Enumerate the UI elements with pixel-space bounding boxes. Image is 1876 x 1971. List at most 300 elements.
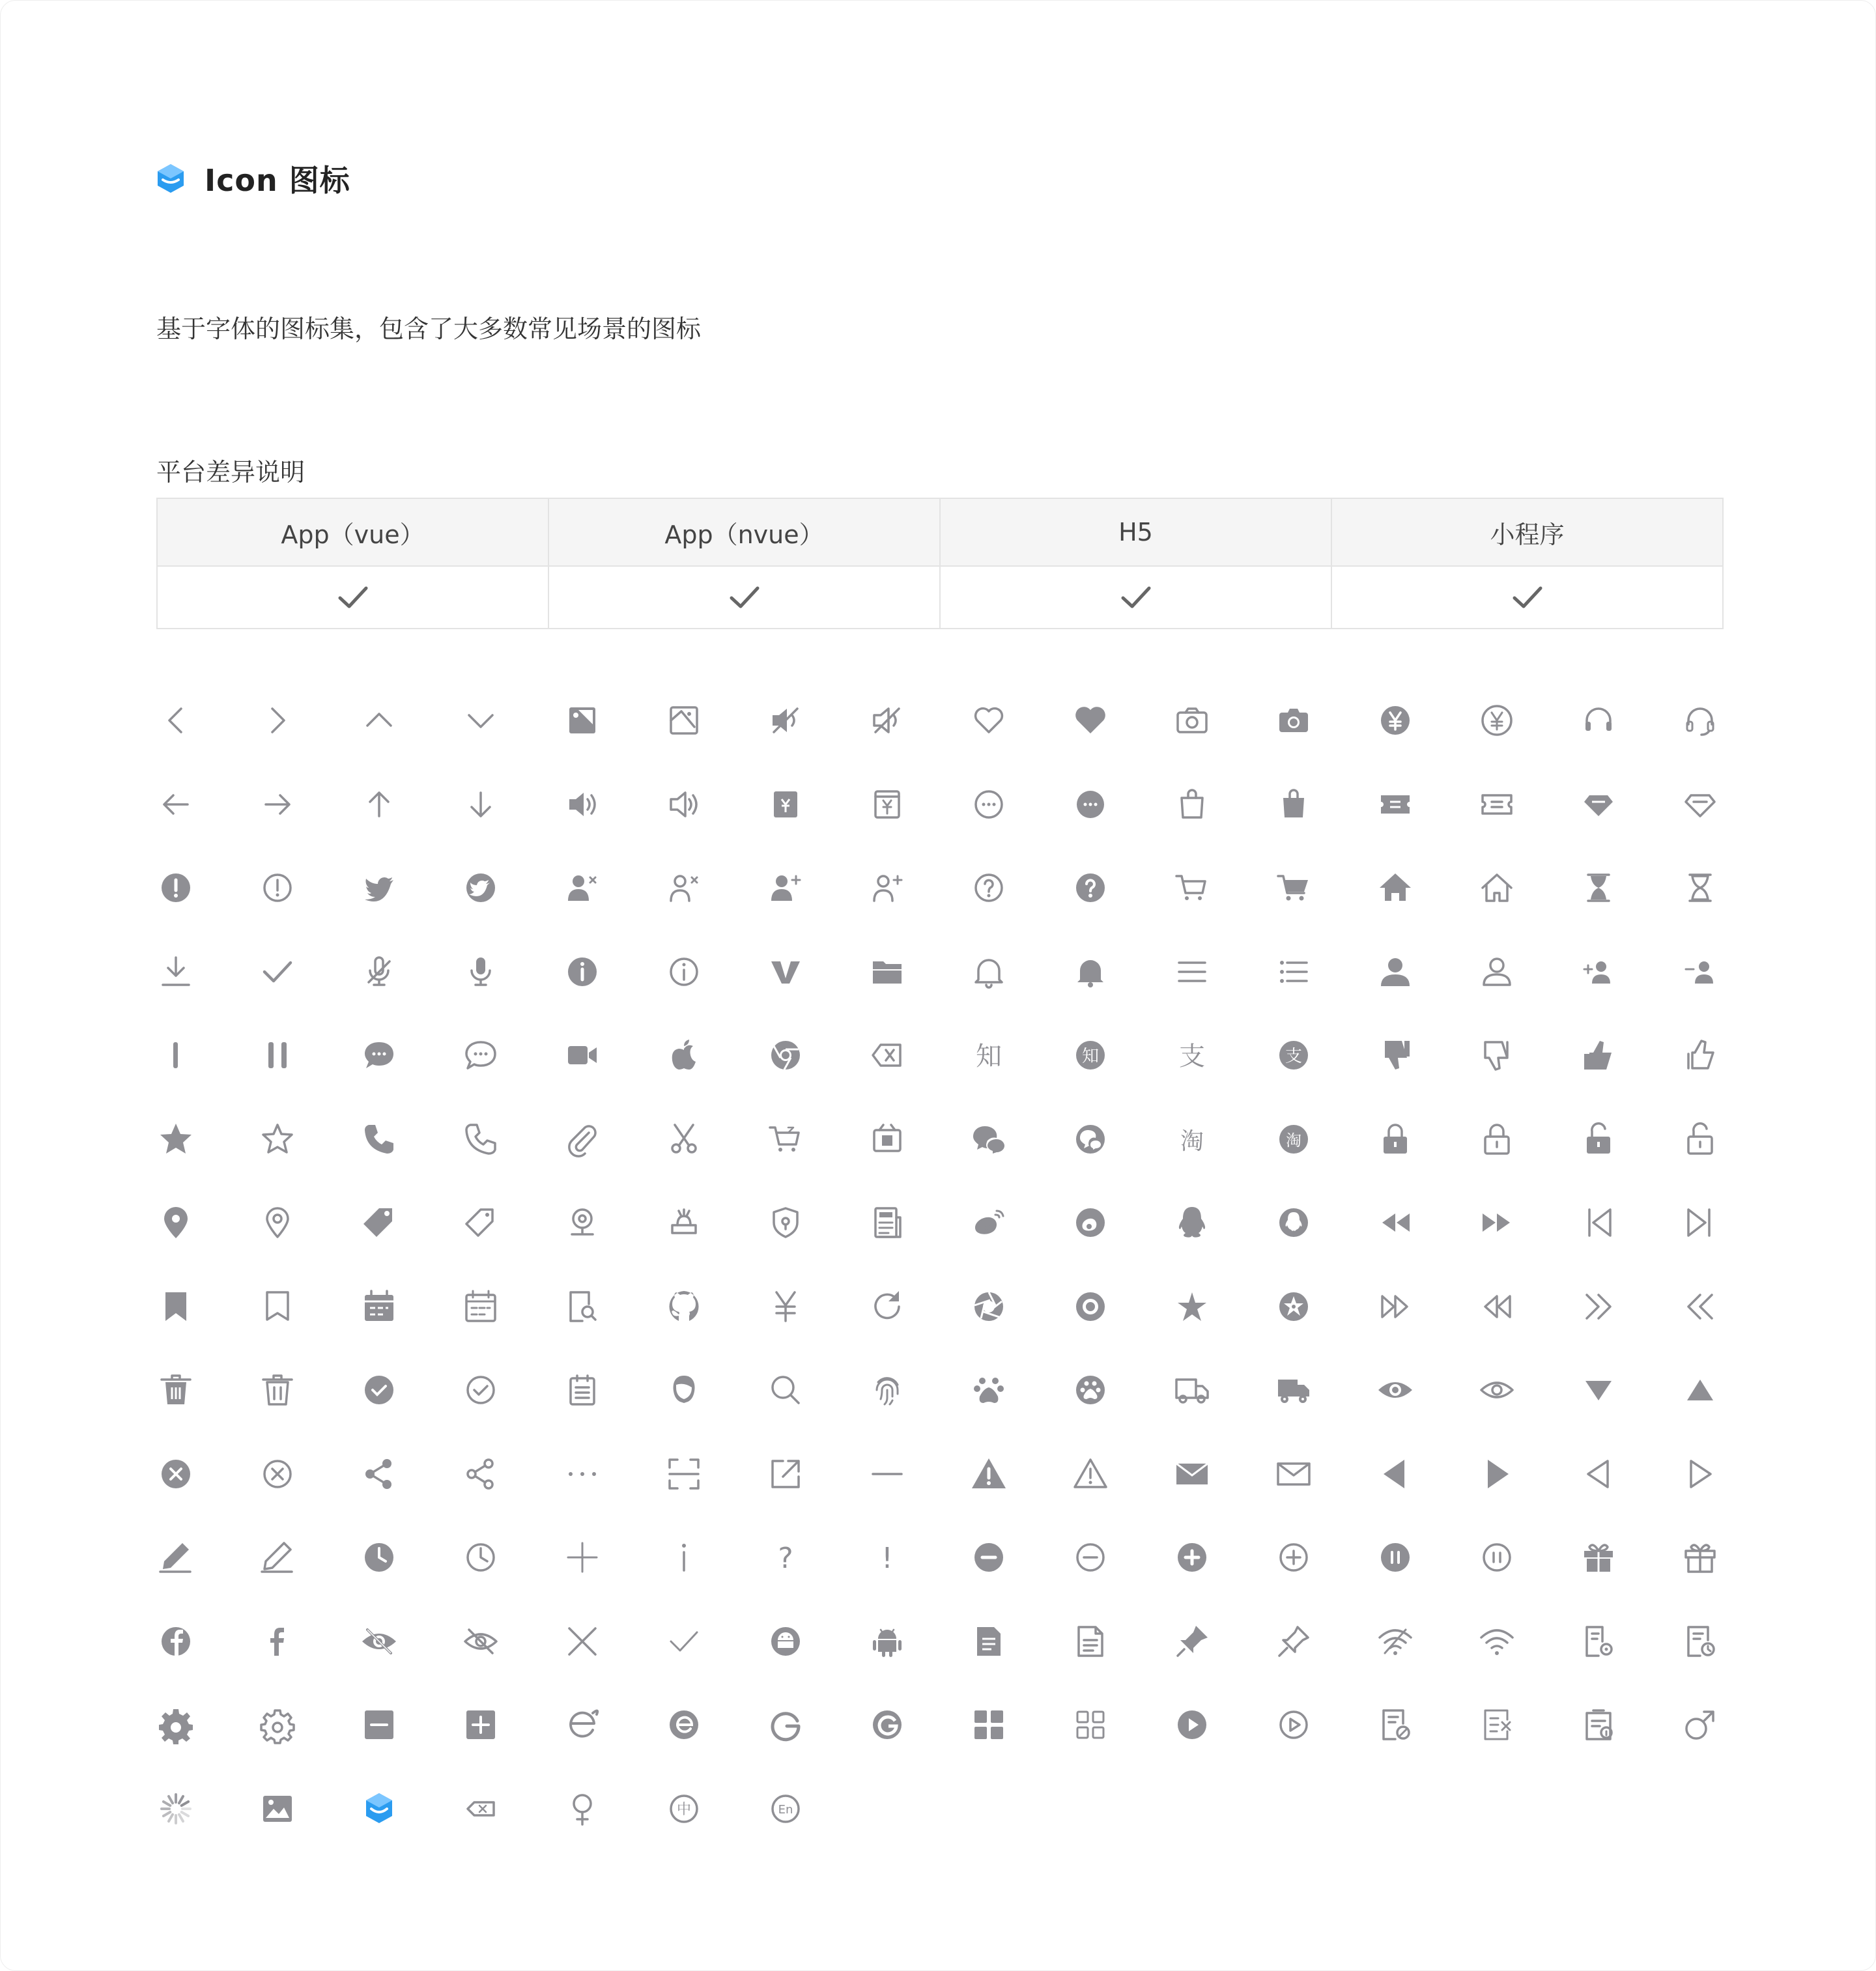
check-circle-icon bbox=[461, 1370, 500, 1410]
alipay-icon-glyph bbox=[1172, 1036, 1212, 1075]
svg-text:!: ! bbox=[881, 1542, 893, 1575]
heart-icon-glyph bbox=[969, 701, 1008, 740]
file-clock-icon-glyph bbox=[1681, 1622, 1720, 1661]
person-icon bbox=[1477, 952, 1516, 991]
aperture-filled-icon-glyph bbox=[1071, 1287, 1110, 1326]
qq-icon bbox=[1172, 1203, 1212, 1242]
facebook-icon-glyph bbox=[258, 1622, 297, 1661]
person-remove-filled-icon bbox=[563, 868, 602, 907]
folder-filled-icon bbox=[868, 952, 907, 991]
list-icon bbox=[1274, 952, 1313, 991]
headphones-icon bbox=[1579, 701, 1618, 740]
fingerprint-icon-glyph bbox=[868, 1370, 907, 1410]
videocam-filled-icon bbox=[563, 1036, 602, 1075]
search-icon-glyph bbox=[766, 1370, 805, 1410]
close-circle-icon bbox=[258, 1454, 297, 1494]
skip-back-icon bbox=[1579, 1203, 1618, 1242]
caret-left-icon-glyph bbox=[1579, 1454, 1618, 1494]
table-cell bbox=[940, 566, 1331, 629]
ie-icon bbox=[563, 1705, 602, 1744]
location-icon bbox=[258, 1203, 297, 1242]
add-filled-icon bbox=[1172, 1538, 1212, 1577]
svg-text:淘: 淘 bbox=[1180, 1127, 1204, 1155]
image-icon bbox=[664, 701, 704, 740]
camera-filled-icon-glyph bbox=[1274, 701, 1313, 740]
truck-filled-icon bbox=[1274, 1370, 1313, 1410]
download-icon-glyph bbox=[156, 952, 195, 991]
add-filled-icon-glyph bbox=[1172, 1538, 1212, 1577]
heart-icon bbox=[969, 701, 1008, 740]
diamond-icon bbox=[1681, 785, 1720, 824]
home-filled-icon-glyph bbox=[1376, 868, 1415, 907]
backspace-icon-glyph bbox=[868, 1036, 907, 1075]
add-icon bbox=[1274, 1538, 1313, 1577]
pause-circle-filled-icon-glyph bbox=[1376, 1538, 1415, 1577]
thumbs-down-icon-glyph bbox=[1477, 1036, 1516, 1075]
arrow-left-icon-glyph bbox=[156, 785, 195, 824]
wifi-icon bbox=[1477, 1622, 1516, 1661]
unlocked-filled-icon bbox=[1579, 1120, 1618, 1159]
google-filled-icon-glyph bbox=[868, 1705, 907, 1744]
locked-filled-icon-glyph bbox=[1376, 1120, 1415, 1159]
check-circle-icon-glyph bbox=[461, 1370, 500, 1410]
checkmark-icon bbox=[258, 952, 297, 991]
chat-icon-glyph bbox=[461, 1036, 500, 1075]
pin-filled-icon-glyph bbox=[1172, 1622, 1212, 1661]
weibo-filled-icon-glyph bbox=[1071, 1203, 1110, 1242]
scan-icon bbox=[664, 1454, 704, 1494]
truck-icon-glyph bbox=[1172, 1370, 1212, 1410]
backspace-icon bbox=[868, 1036, 907, 1075]
play-filled-icon bbox=[1172, 1705, 1212, 1744]
search-icon bbox=[766, 1370, 805, 1410]
gift-card-icon bbox=[868, 1120, 907, 1159]
clock-filled-icon-glyph bbox=[360, 1538, 399, 1577]
locked-filled-icon bbox=[1376, 1120, 1415, 1159]
info-circle-icon-glyph bbox=[664, 952, 704, 991]
twitter-circle-icon bbox=[461, 868, 500, 907]
thumbs-down-icon bbox=[1477, 1036, 1516, 1075]
truck-icon bbox=[1172, 1370, 1212, 1410]
right-icon-glyph bbox=[258, 701, 297, 740]
android-circle-icon-glyph bbox=[766, 1622, 805, 1661]
up-icon bbox=[360, 701, 399, 740]
doc-search-icon-glyph bbox=[563, 1287, 602, 1326]
thumbs-down-filled-icon bbox=[1376, 1036, 1415, 1075]
unlocked-icon-glyph bbox=[1681, 1120, 1720, 1159]
file-forbid-icon-glyph bbox=[1376, 1705, 1415, 1744]
sound-filled-icon bbox=[563, 785, 602, 824]
file-close-icon bbox=[1477, 1705, 1516, 1744]
aperture-filled-icon bbox=[1071, 1287, 1110, 1326]
bell-filled-icon-glyph bbox=[1071, 952, 1110, 991]
eye-filled-icon bbox=[1376, 1370, 1415, 1410]
hourglass-filled-icon-glyph bbox=[1579, 868, 1618, 907]
diamond-filled-icon-glyph bbox=[1579, 785, 1618, 824]
apple-icon-glyph bbox=[664, 1036, 704, 1075]
chat-filled-icon-glyph bbox=[360, 1036, 399, 1075]
chinese-circle-icon bbox=[664, 1789, 704, 1828]
rewind-filled-icon bbox=[1376, 1203, 1415, 1242]
minus-line-icon-glyph bbox=[868, 1454, 907, 1494]
page-header bbox=[156, 159, 350, 198]
clock-icon-glyph bbox=[461, 1538, 500, 1577]
contact-icon-glyph bbox=[664, 1370, 704, 1410]
left-icon-glyph bbox=[156, 701, 195, 740]
share-filled-icon bbox=[360, 1454, 399, 1494]
sound-icon-glyph bbox=[664, 785, 704, 824]
bell-filled-icon bbox=[1071, 952, 1110, 991]
facebook-filled-icon bbox=[156, 1622, 195, 1661]
wifi-icon-glyph bbox=[1477, 1622, 1516, 1661]
thumbs-up-icon bbox=[1681, 1036, 1720, 1075]
edit-filled-icon bbox=[156, 1538, 195, 1577]
ticket-filled-icon bbox=[1376, 785, 1415, 824]
baidu-filled-icon-glyph bbox=[1071, 1370, 1110, 1410]
edit-icon-glyph bbox=[258, 1538, 297, 1577]
question-mark-icon bbox=[766, 1538, 805, 1577]
bookmark-icon-glyph bbox=[258, 1287, 297, 1326]
warning-filled-icon-glyph bbox=[969, 1454, 1008, 1494]
checkmark-icon bbox=[1511, 580, 1544, 614]
open-external-icon bbox=[766, 1454, 805, 1494]
ie-filled-icon-glyph bbox=[664, 1705, 704, 1744]
android-icon bbox=[868, 1622, 907, 1661]
skip-forward-icon-glyph bbox=[1681, 1203, 1720, 1242]
warning-icon bbox=[1071, 1454, 1110, 1494]
refresh-icon bbox=[868, 1287, 907, 1326]
star-icon-glyph bbox=[258, 1120, 297, 1159]
thumbs-down-filled-icon-glyph bbox=[1376, 1036, 1415, 1075]
unlocked-filled-icon-glyph bbox=[1579, 1120, 1618, 1159]
file-info-icon bbox=[1579, 1705, 1618, 1744]
caret-left-filled-icon bbox=[1376, 1454, 1415, 1494]
qq-filled-icon bbox=[1274, 1203, 1313, 1242]
question-mark-icon-glyph bbox=[766, 1538, 805, 1577]
gear-filled-icon-glyph bbox=[156, 1705, 195, 1744]
thumbs-up-filled-icon bbox=[1579, 1036, 1618, 1075]
facebook-icon bbox=[258, 1622, 297, 1661]
videocam-filled-icon-glyph bbox=[563, 1036, 602, 1075]
add-icon-glyph bbox=[1274, 1538, 1313, 1577]
location-filled-icon bbox=[156, 1203, 195, 1242]
grid-filled-icon-glyph bbox=[969, 1705, 1008, 1744]
bell-icon-glyph bbox=[969, 952, 1008, 991]
remove-filled-icon bbox=[969, 1538, 1008, 1577]
person-filled-icon bbox=[1376, 952, 1415, 991]
female-icon bbox=[563, 1789, 602, 1828]
play-icon-glyph bbox=[1274, 1705, 1313, 1744]
taobao-filled-icon bbox=[1274, 1120, 1313, 1159]
phone-filled-icon bbox=[360, 1120, 399, 1159]
caret-up-filled-icon bbox=[1681, 1370, 1720, 1410]
map-pin-icon-glyph bbox=[563, 1203, 602, 1242]
diamond-filled-icon bbox=[1579, 785, 1618, 824]
camera-icon-glyph bbox=[1172, 701, 1212, 740]
file-settings-icon-glyph bbox=[1579, 1622, 1618, 1661]
google-icon-glyph bbox=[766, 1705, 805, 1744]
more-icon bbox=[563, 1454, 602, 1494]
info-letter-icon-glyph bbox=[664, 1538, 704, 1577]
bag-icon bbox=[1172, 785, 1212, 824]
minus-line-icon bbox=[868, 1454, 907, 1494]
plus-square-filled-icon-glyph bbox=[461, 1705, 500, 1744]
tag-filled-icon-glyph bbox=[360, 1203, 399, 1242]
backspace-small-icon bbox=[461, 1789, 500, 1828]
checkmark-icon-glyph bbox=[258, 952, 297, 991]
arrow-up-icon-glyph bbox=[360, 785, 399, 824]
pause-icon bbox=[258, 1036, 297, 1075]
paperclip-icon-glyph bbox=[563, 1120, 602, 1159]
mic-off-icon-glyph bbox=[360, 952, 399, 991]
alipay-filled-icon-glyph bbox=[1274, 1036, 1313, 1075]
robot-icon bbox=[664, 1203, 704, 1242]
taobao-icon-glyph bbox=[1172, 1120, 1212, 1159]
pin-icon bbox=[1274, 1622, 1313, 1661]
image-filled-icon-glyph bbox=[563, 701, 602, 740]
star-filled-icon-glyph bbox=[156, 1120, 195, 1159]
clipboard-icon-glyph bbox=[563, 1370, 602, 1410]
more-icon-glyph bbox=[563, 1454, 602, 1494]
vimeo-icon-glyph bbox=[766, 952, 805, 991]
remove-icon bbox=[1071, 1538, 1110, 1577]
folder-filled-icon-glyph bbox=[868, 952, 907, 991]
bag-icon-glyph bbox=[1172, 785, 1212, 824]
trash-icon-glyph bbox=[258, 1370, 297, 1410]
star-badge-filled-icon-glyph bbox=[1274, 1287, 1313, 1326]
uni-logo-icon bbox=[360, 1789, 399, 1828]
help-icon bbox=[969, 868, 1008, 907]
headphones-icon-glyph bbox=[1579, 701, 1618, 740]
shield-icon-glyph bbox=[766, 1203, 805, 1242]
image-icon-glyph bbox=[664, 701, 704, 740]
yen-circle-filled-icon-glyph bbox=[1376, 701, 1415, 740]
scissors-icon bbox=[664, 1120, 704, 1159]
table-cell bbox=[1331, 566, 1723, 629]
share-icon-glyph bbox=[461, 1454, 500, 1494]
robot-icon-glyph bbox=[664, 1203, 704, 1242]
chat-filled-icon bbox=[360, 1036, 399, 1075]
chat-icon bbox=[461, 1036, 500, 1075]
exclamation-icon-glyph bbox=[868, 1538, 907, 1577]
weibo-filled-icon bbox=[1071, 1203, 1110, 1242]
file-forbid-icon bbox=[1376, 1705, 1415, 1744]
info-circle-filled-icon-glyph bbox=[563, 952, 602, 991]
eye-off-icon-glyph bbox=[461, 1622, 500, 1661]
vimeo-icon bbox=[766, 952, 805, 991]
double-right-icon-glyph bbox=[1579, 1287, 1618, 1326]
skip-forward-icon bbox=[1681, 1203, 1720, 1242]
rewind-filled-icon-glyph bbox=[1376, 1203, 1415, 1242]
share-icon bbox=[461, 1454, 500, 1494]
check-thin-icon bbox=[664, 1622, 704, 1661]
arrow-right-icon bbox=[258, 785, 297, 824]
pin-filled-icon bbox=[1172, 1622, 1212, 1661]
person-add-icon-glyph bbox=[868, 868, 907, 907]
home-filled-icon bbox=[1376, 868, 1415, 907]
star-badge-filled-icon bbox=[1274, 1287, 1313, 1326]
caret-down-filled-icon bbox=[1579, 1370, 1618, 1410]
person-icon-glyph bbox=[1477, 952, 1516, 991]
thumbs-up-filled-icon-glyph bbox=[1579, 1036, 1618, 1075]
person-filled-icon-glyph bbox=[1376, 952, 1415, 991]
truck-filled-icon-glyph bbox=[1274, 1370, 1313, 1410]
pause-icon-glyph bbox=[258, 1036, 297, 1075]
male-icon-glyph bbox=[1681, 1705, 1720, 1744]
heart-filled-icon-glyph bbox=[1071, 701, 1110, 740]
english-circle-icon-glyph bbox=[766, 1789, 805, 1828]
info-icon-glyph bbox=[258, 868, 297, 907]
home-icon bbox=[1477, 868, 1516, 907]
edit-icon bbox=[258, 1538, 297, 1577]
caret-right-icon bbox=[1681, 1454, 1720, 1494]
down-icon bbox=[461, 701, 500, 740]
checkmark-icon bbox=[728, 580, 761, 614]
svg-text:En: En bbox=[778, 1802, 793, 1817]
info-filled-icon-glyph bbox=[156, 868, 195, 907]
table-header-cell: H5 bbox=[940, 498, 1331, 566]
document-filled-icon bbox=[969, 1622, 1008, 1661]
eye-filled-icon-glyph bbox=[1376, 1370, 1415, 1410]
wechat-icon-glyph bbox=[969, 1120, 1008, 1159]
person-add-filled-icon bbox=[766, 868, 805, 907]
google-filled-icon bbox=[868, 1705, 907, 1744]
mail-icon-glyph bbox=[1274, 1454, 1313, 1494]
remove-icon-glyph bbox=[1071, 1538, 1110, 1577]
close-circle-icon-glyph bbox=[258, 1454, 297, 1494]
google-icon bbox=[766, 1705, 805, 1744]
page-title: Icon 图标 bbox=[205, 163, 350, 198]
github-icon-glyph bbox=[664, 1287, 704, 1326]
cart-filled-icon bbox=[1274, 868, 1313, 907]
github-icon bbox=[664, 1287, 704, 1326]
minus-square-filled-icon bbox=[360, 1705, 399, 1744]
table-row bbox=[157, 566, 1723, 629]
remove-filled-icon-glyph bbox=[969, 1538, 1008, 1577]
chinese-circle-icon-glyph bbox=[664, 1789, 704, 1828]
wifi-off-icon-glyph bbox=[1376, 1622, 1415, 1661]
exclamation-icon bbox=[868, 1538, 907, 1577]
baidu-icon-glyph bbox=[969, 1370, 1008, 1410]
person-remove-icon bbox=[664, 868, 704, 907]
table-header-cell: App（nvue） bbox=[548, 498, 940, 566]
double-left-icon bbox=[1681, 1287, 1720, 1326]
double-right-icon bbox=[1579, 1287, 1618, 1326]
fingerprint-icon bbox=[868, 1370, 907, 1410]
info-letter-icon bbox=[664, 1538, 704, 1577]
wechat-filled-icon bbox=[1071, 1120, 1110, 1159]
yen-icon-glyph bbox=[766, 1287, 805, 1326]
svg-text:知: 知 bbox=[976, 1042, 1002, 1071]
sound-off-filled-icon bbox=[766, 701, 805, 740]
bookmark-filled-icon bbox=[156, 1287, 195, 1326]
svg-text:支: 支 bbox=[1179, 1042, 1205, 1071]
location-filled-icon-glyph bbox=[156, 1203, 195, 1242]
svg-text:?: ? bbox=[778, 1542, 793, 1575]
grid-icon-glyph bbox=[1071, 1705, 1110, 1744]
paperclip-icon bbox=[563, 1120, 602, 1159]
person-add-small-icon-glyph bbox=[1579, 952, 1618, 991]
gift-icon-glyph bbox=[1681, 1538, 1720, 1577]
alipay-filled-icon bbox=[1274, 1036, 1313, 1075]
caret-left-filled-icon-glyph bbox=[1376, 1454, 1415, 1494]
arrow-right-icon-glyph bbox=[258, 785, 297, 824]
check-circle-filled-icon-glyph bbox=[360, 1370, 399, 1410]
android-circle-icon bbox=[766, 1622, 805, 1661]
share-filled-icon-glyph bbox=[360, 1454, 399, 1494]
twitter-icon-glyph bbox=[360, 868, 399, 907]
minus-square-filled-icon-glyph bbox=[360, 1705, 399, 1744]
diamond-icon-glyph bbox=[1681, 785, 1720, 824]
hourglass-icon-glyph bbox=[1681, 868, 1720, 907]
chat-more-icon bbox=[969, 785, 1008, 824]
facebook-filled-icon-glyph bbox=[156, 1622, 195, 1661]
forward-outline-icon bbox=[1376, 1287, 1415, 1326]
file-close-icon-glyph bbox=[1477, 1705, 1516, 1744]
double-left-icon-glyph bbox=[1681, 1287, 1720, 1326]
sound-filled-icon-glyph bbox=[563, 785, 602, 824]
table-header-cell: 小程序 bbox=[1331, 498, 1723, 566]
star-icon bbox=[258, 1120, 297, 1159]
cart-filled-icon-glyph bbox=[1274, 868, 1313, 907]
wallet-icon-glyph bbox=[868, 785, 907, 824]
gear-filled-icon bbox=[156, 1705, 195, 1744]
contact-icon bbox=[664, 1370, 704, 1410]
clock-filled-icon bbox=[360, 1538, 399, 1577]
bar-1-icon-glyph bbox=[156, 1036, 195, 1075]
yen-circle-filled-icon bbox=[1376, 701, 1415, 740]
left-icon bbox=[156, 701, 195, 740]
right-icon bbox=[258, 701, 297, 740]
pause-circle-icon-glyph bbox=[1477, 1538, 1516, 1577]
unlocked-icon bbox=[1681, 1120, 1720, 1159]
eye-off-filled-icon bbox=[360, 1622, 399, 1661]
warning-icon-glyph bbox=[1071, 1454, 1110, 1494]
twitter-icon bbox=[360, 868, 399, 907]
info-circle-filled-icon bbox=[563, 952, 602, 991]
trash-filled-icon-glyph bbox=[156, 1370, 195, 1410]
clock-icon bbox=[461, 1538, 500, 1577]
up-icon-glyph bbox=[360, 701, 399, 740]
table-cell bbox=[157, 566, 548, 629]
baidu-filled-icon bbox=[1071, 1370, 1110, 1410]
gear-icon-glyph bbox=[258, 1705, 297, 1744]
mail-filled-icon bbox=[1172, 1454, 1212, 1494]
close-circle-filled-icon-glyph bbox=[156, 1454, 195, 1494]
arrow-down-icon-glyph bbox=[461, 785, 500, 824]
check-thin-icon-glyph bbox=[664, 1622, 704, 1661]
aperture-icon bbox=[969, 1287, 1008, 1326]
forward-outline-icon-glyph bbox=[1376, 1287, 1415, 1326]
backward-outline-icon-glyph bbox=[1477, 1287, 1516, 1326]
bookmark-icon bbox=[258, 1287, 297, 1326]
star-filled-icon bbox=[156, 1120, 195, 1159]
ie-icon-glyph bbox=[563, 1705, 602, 1744]
zhihu-icon-glyph bbox=[969, 1036, 1008, 1075]
warning-filled-icon bbox=[969, 1454, 1008, 1494]
wallet-filled-icon bbox=[766, 785, 805, 824]
android-icon-glyph bbox=[868, 1622, 907, 1661]
down-icon-glyph bbox=[461, 701, 500, 740]
taobao-icon bbox=[1172, 1120, 1212, 1159]
picture-icon-glyph bbox=[258, 1789, 297, 1828]
cart-icon bbox=[1172, 868, 1212, 907]
taobao-filled-icon-glyph bbox=[1274, 1120, 1313, 1159]
yen-circle-icon-glyph bbox=[1477, 701, 1516, 740]
gift-filled-icon bbox=[1579, 1538, 1618, 1577]
play-filled-icon-glyph bbox=[1172, 1705, 1212, 1744]
yen-icon bbox=[766, 1287, 805, 1326]
